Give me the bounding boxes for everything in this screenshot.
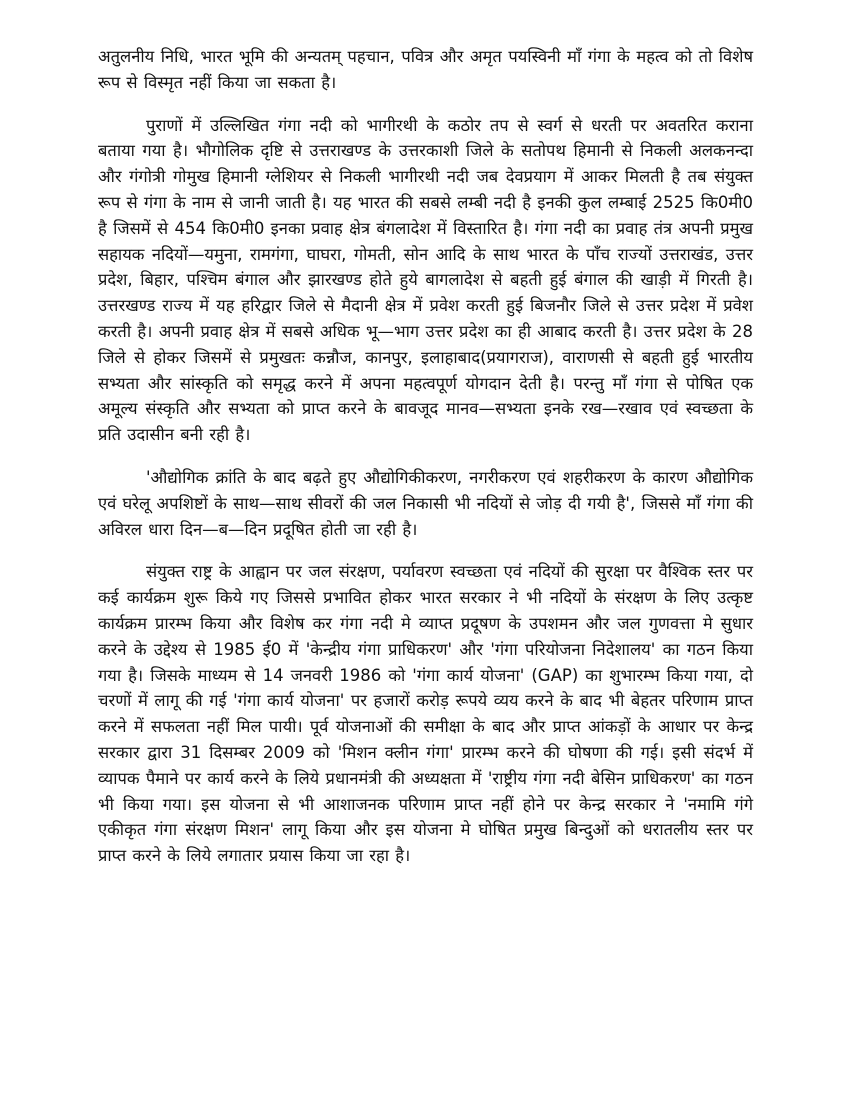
- paragraph-government-programs: संयुक्त राष्ट्र के आह्वान पर जल संरक्षण, पर्यावरण स्वच्छता एवं नदियों की सुरक्षा पर वैश्विक स्तर पर कई कार्यक्रम शुरू किये गए जिससे प्रभावित होकर भारत सरकार ने भी नदियों के संरक्षण के लिए उत्कृष्ट कार्यक्रम प्रारम्भ किया और विशेष कर गंगा नदी मे व्याप्त प्रदूषण के उपशमन और जल गुणवत्ता मे सुधार करने के उद्देश्य से 1985 ई0 में 'केन्द्रीय गंगा प्राधिकरण' और 'गंगा परियोजना निदेशालय' का गठन किया गया है। जिसके माध्यम से 14 जनवरी 1986 को 'गंगा कार्य योजना' (GAP) का शुभारम्भ किया गया, दो चरणों में लागू की गई 'गंगा कार्य योजना' पर हजारों करोड़ रूपये व्यय करने के बाद भी बेहतर परिणाम प्राप्त करने में सफलता नहीं मिल पायी। पूर्व योजनाओं की समीक्षा के बाद और प्राप्त आंकड़ों के आधार पर केन्द्र सरकार द्वारा 31 दिसम्बर 2009 को 'मिशन क्लीन गंगा' प्रारम्भ करने की घोषणा की गई। इसी संदर्भ में व्यापक पैमाने पर कार्य करने के लिये प्रधानमंत्री की अध्यक्षता में 'राष्ट्रीय गंगा नदी बेसिन प्राधिकरण' का गठन भी किया गया। इस योजना से भी आशाजनक परिणाम प्राप्त नहीं होने पर केन्द्र सरकार ने 'नमामि गंगे एकीकृत गंगा संरक्षण मिशन' लागू किया और इस योजना मे घोषित प्रमुख बिन्दुओं को धरातलीय स्तर पर प्राप्त करने के लिये लगातार प्रयास किया जा रहा है।: [98, 562, 753, 866]
- paragraph-intro: अतुलनीय निधि, भारत भूमि की अन्यतम् पहचान, पवित्र और अमृत पयस्विनी माँ गंगा के महत्व को तो विशेष रूप से विस्मृत नहीं किया जा सकता है।: [98, 47, 753, 92]
- paragraph-ganga-origin: पुराणों में उल्लिखित गंगा नदी को भागीरथी के कठोर तप से स्वर्ग से धरती पर अवतरित कराना बताया गया है। भौगोलिक दृष्टि से उत्तराखण्ड के उत्तरकाशी जिले के सतोपथ हिमानी से निकली अलकनन्दा और गंगोत्री गोमुख हिमानी ग्लेशियर से निकली भागीरथी नदी जब देवप्रयाग में आकर मिलती है तब संयुक्त रूप से गंगा के नाम से जानी जाती है। यह भारत की सबसे लम्बी नदी है इनकी कुल लम्बाई 2525 कि0मी0 है जिसमें से 454 कि0मी0 इनका प्रवाह क्षेत्र बंगलादेश में विस्तारित है। गंगा नदी का प्रवाह तंत्र अपनी प्रमुख सहायक नदियों—यमुना, रामगंगा, घाघरा, गोमती, सोन आदि के साथ भारत के पाँच राज्यों उत्तराखंड, उत्तर प्रदेश, बिहार, पश्चिम बंगाल और झारखण्ड होते हुये बागलादेश से बहती हुई बंगाल की खाड़ी में गिरती है। उत्तरखण्ड राज्य में यह हरिद्वार जिले से मैदानी क्षेत्र में प्रवेश करती हुई बिजनौर जिले से उत्तर प्रदेश में प्रवेश करती है। अपनी प्रवाह क्षेत्र में सबसे अधिक भू—भाग उत्तर प्रदेश का ही आबाद करती है। उत्तर प्रदेश के 28 जिले से होकर जिसमें से प्रमुखतः कन्नौज, कानपुर, इलाहाबाद(प्रयागराज), वाराणसी से बहती हुई भारतीय सभ्यता और सांस्कृति को समृद्ध करने में अपना महत्वपूर्ण योगदान देती है। परन्तु माँ गंगा से पोषित एक अमूल्य संस्कृति और सभ्यता को प्राप्त करने के बावजूद मानव—सभ्यता इनके रख—रखाव एवं स्वच्छता के प्रति उदासीन बनी रही है।: [98, 115, 753, 445]
- document-page: [98, 44, 753, 886]
- paragraph-industrial-pollution: 'औद्योगिक क्रांति के बाद बढ़ते हुए औद्योगिकीकरण, नगरीकरण एवं शहरीकरण के कारण औद्योगिक एवं घरेलू अपशिष्टों के साथ—साथ सीवरों की जल निकासी भी नदियों से जोड़ दी गयी है', जिससे माँ गंगा की अविरल धारा दिन—ब—दिन प्रदूषित होती जा रही है।: [98, 467, 753, 539]
